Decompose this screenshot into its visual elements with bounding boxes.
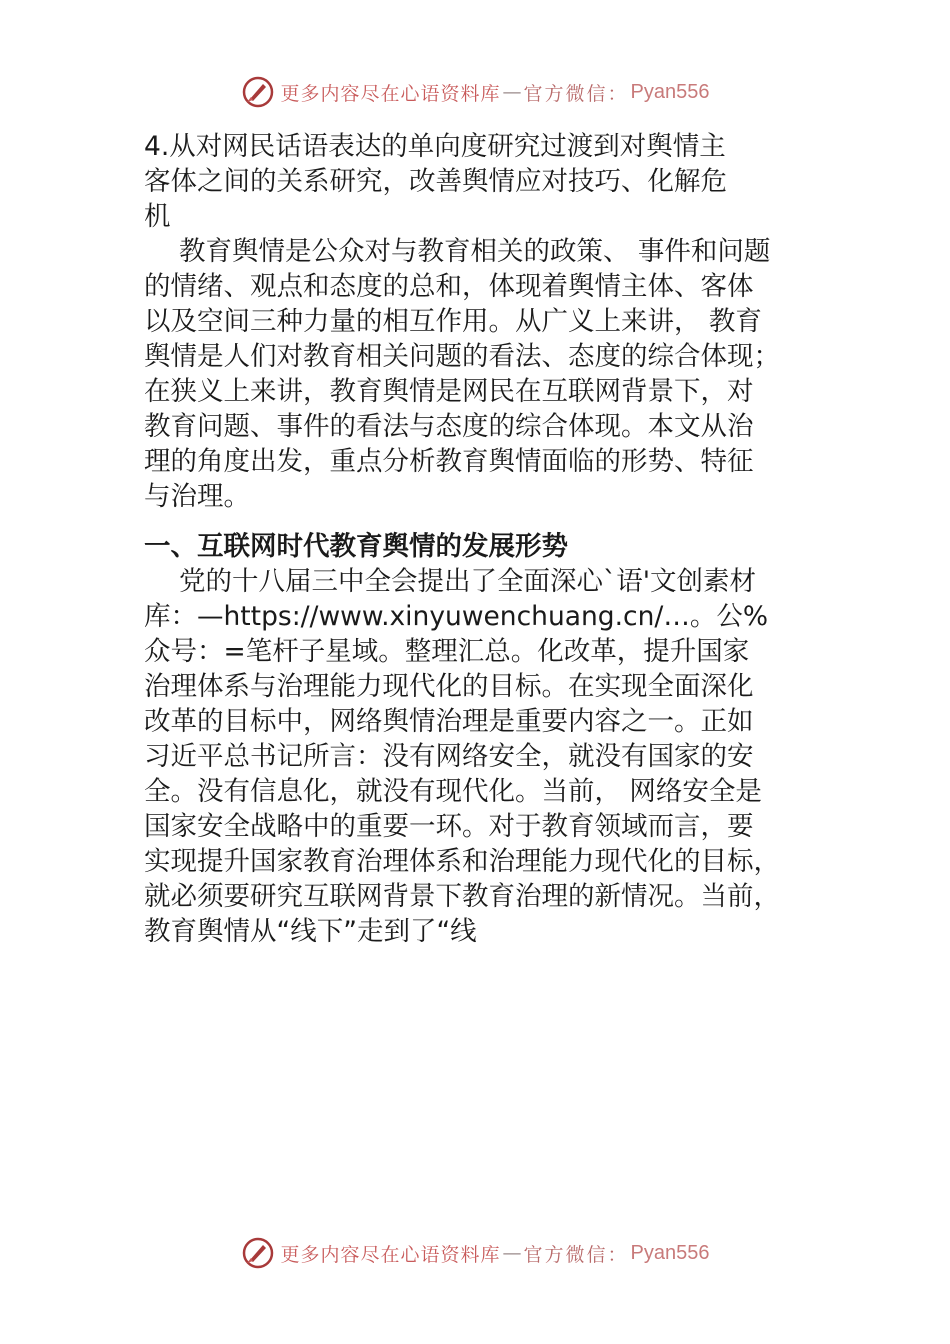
header-banner: [0, 72, 950, 112]
banner-separator: —: [502, 1242, 522, 1264]
text-line: 机: [144, 201, 171, 232]
text-line: 4.从对网民话语表达的单向度研究过渡到对舆情主: [144, 131, 726, 162]
banner-site-text: 更多内容尽在心语资料库: [280, 82, 501, 105]
section-heading: 一、互联网时代教育舆情的发展形势: [144, 531, 568, 562]
text-line: 习近平总书记所言：没有网络安全，就没有国家的安: [144, 741, 754, 772]
text-line: 就必须要研究互联网背景下教育治理的新情况。当前，: [144, 881, 780, 912]
brand-logo-icon: [241, 1236, 275, 1270]
text-line: 全。没有信息化，就没有现代化。当前， 网络安全是: [144, 776, 762, 807]
text-line: 舆情是人们对教育相关问题的看法、态度的综合体现；: [144, 341, 780, 372]
banner-separator: —: [502, 81, 522, 103]
text-line: 实现提升国家教育治理体系和治理能力现代化的目标，: [144, 846, 780, 877]
text-line: 在狭义上来讲，教育舆情是网民在互联网背景下，对: [144, 376, 754, 407]
banner-wechat-label: 官方微信：: [523, 82, 629, 105]
banner-wechat-id: Pyan556: [630, 80, 710, 103]
text-line: 与治理。: [144, 481, 250, 512]
section-4-title: [144, 129, 844, 234]
paragraph-education-opinion: [144, 234, 844, 514]
paragraph-development-situation: [144, 564, 844, 949]
text-line: 教育舆情从“线下”走到了“线: [144, 916, 477, 947]
text-line: 国家安全战略中的重要一环。对于教育领域而言，要: [144, 811, 754, 842]
text-line: 治理体系与治理能力现代化的目标。在实现全面深化: [144, 671, 754, 702]
text-line: 理的角度出发，重点分析教育舆情面临的形势、特征: [144, 446, 754, 477]
text-line: 的情绪、观点和态度的总和，体现着舆情主体、客体: [144, 271, 754, 302]
banner-site-text: 更多内容尽在心语资料库: [280, 1243, 501, 1266]
text-line: 教育舆情是公众对与教育相关的政策、 事件和问题: [179, 236, 771, 267]
text-line: 客体之间的关系研究，改善舆情应对技巧、化解危: [144, 166, 727, 197]
text-line: 改革的目标中，网络舆情治理是重要内容之一。正如: [144, 706, 754, 737]
text-line: 众号：=笔杆子星域。整理汇总。化改革，提升国家: [144, 636, 750, 667]
banner-wechat-id: Pyan556: [630, 1241, 710, 1264]
text-line: 以及空间三种力量的相互作用。从广义上来讲， 教育: [144, 306, 762, 337]
text-line: 库：—https://www.xinyuwenchuang.cn/…。公%: [144, 601, 769, 632]
banner-wechat-label: 官方微信：: [523, 1243, 629, 1266]
text-line: 党的十八届三中全会提出了全面深心`语'文创素材: [179, 566, 757, 597]
brand-logo-icon: [241, 75, 275, 109]
text-line: 教育问题、事件的看法与态度的综合体现。本文从治: [144, 411, 754, 442]
document-body: [144, 129, 844, 949]
footer-banner: [0, 1233, 950, 1273]
